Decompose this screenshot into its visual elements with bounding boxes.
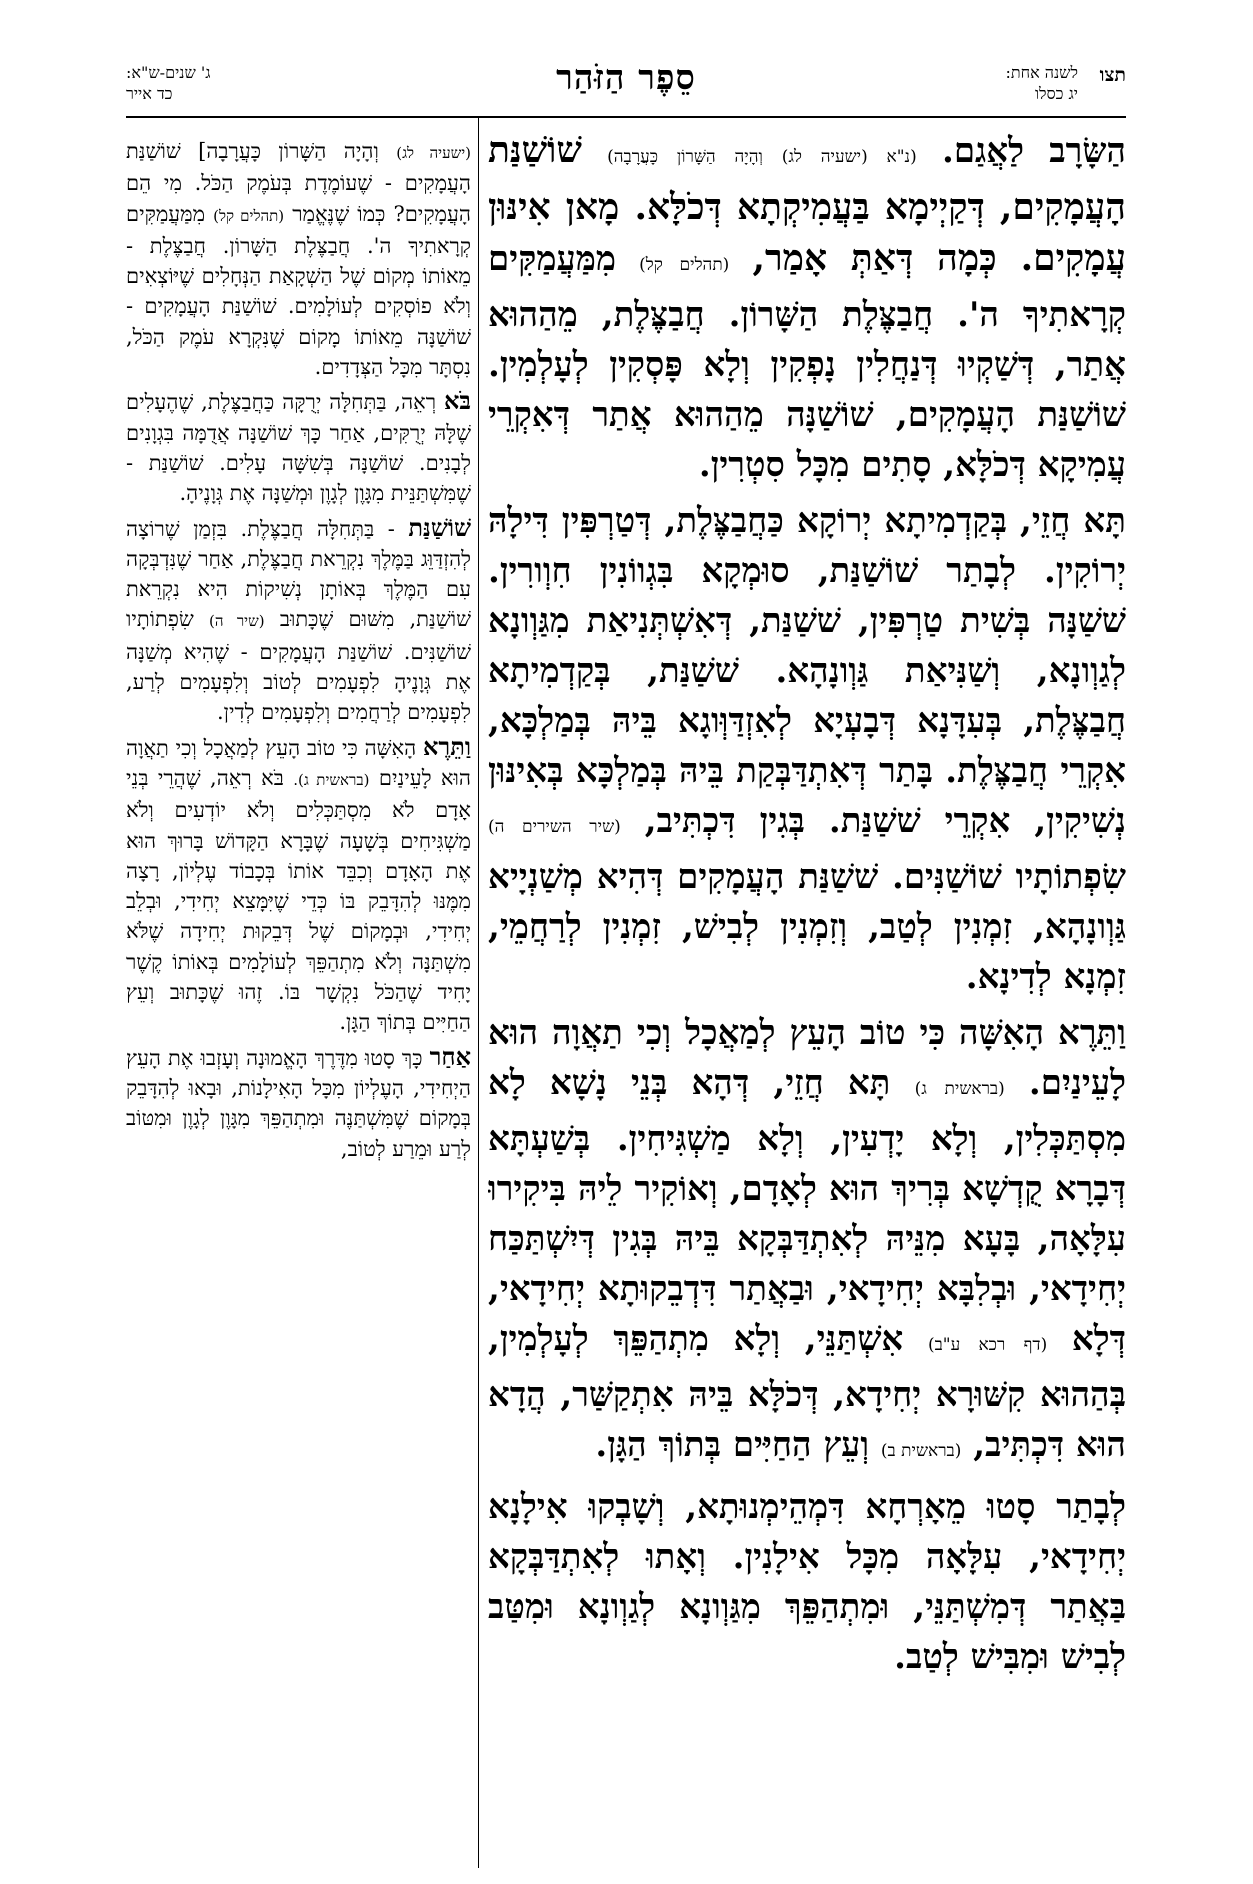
- opening-word: שׁוֹשַׁנַּת: [408, 512, 471, 542]
- side-paragraph: [126, 1042, 471, 1164]
- schedule-three-years-date: כד אייר: [126, 84, 173, 103]
- schedule-one-year-date: יג כסלו: [1034, 84, 1078, 103]
- main-text: תָּא חֲזֵי, בְּקַדְמִיתָא יְרוֹקָא כַּחֲבַצֶּלֶת, דְּטַרְפִּין דִּילָהּ יְרוֹקִין. לְבָתַר שׁוֹשַׁנַּת, סוּמְקָא בִּגְווֹנִין חִוְורִין. שׁשַׁנָּה בְּשִׁית טַרְפִּין, שׁשַׁנַּת, דְּאִשְׁתְּנִיאַת מִגַּוְונָא לְגַוְונָא, וְשַׁנִּיאַת גַּוְונָהָא. שׁשַׁנַּת, בְּקַדְמִיתָא חֲבַצֶּלֶת, בְּעִדָּנָא דְּבָעְיָא לְאִזְדַּוְּוגָא בֵּיהּ בְּמַלְכָּא, אִקְרֵי חֲבַצֶּלֶת. בָּתַר דְּאִתְדַּבְּקַת בֵּיהּ בְּמַלְכָּא בְּאִינּוּן נְשִׁיקִין, אִקְרֵי שׁשַׁנַּת. בְּגִין דִּכְתִּיב,: [488, 501, 1126, 841]
- main-text: אִשְׁתַּנֵּי, וְלָא מִתְהַפֵּךְ לְעָלְמִין, בְּהַהוּא קִשּׁוּרָא יְחִידָא, דְּכֹלָּא בֵּיהּ אִתְקַשַּׁר, הֲדָא הוּא דִּכְתִּיב,: [488, 1319, 1126, 1465]
- side-text: שִׂפְתוֹתָיו שׁוֹשַׁנִּים. שׁוֹשַׁנַּת הָעֲמָקִים - שֶׁהִיא מְשַׁנָּה אֶת גְּוָנֶיהָ לִפְעָמִים לְטוֹב וְלִפְעָמִים לְרַע, לִפְעָמִים לְרַחֲמִים וְלִפְעָמִים לְדִין.: [126, 607, 471, 725]
- main-paragraph: [488, 125, 1126, 490]
- source-reference: (תהלים קל): [639, 255, 730, 275]
- main-paragraph: [488, 1482, 1126, 1682]
- schedule-one-year: לשנה אחת:: [1005, 63, 1078, 82]
- page-number: תצו: [1099, 64, 1126, 86]
- main-text: וַתֵּרֶא הָאִשָּׁה כִּי טוֹב הָעֵץ לְמַאֲכָל וְכִי תַאֲוָה הוּא לָעֵינַיִם.: [488, 1013, 1126, 1103]
- main-paragraph: [488, 496, 1126, 1002]
- source-reference: (שיר השירים ה): [488, 817, 621, 837]
- schedule-three-years: ג' שנים-ש"א:: [126, 63, 211, 82]
- side-text: וְהָיָה הַשָּׁרוֹן כָּעֲרָבָה] שׁוֹשַׁנַּת הָעֲמָקִים - שֶׁעוֹמֶדֶת בְּעֹמֶק הַכֹּל. מִי הֵם הָעֲמָקִים? כְּמוֹ שֶׁנֶּאֱמַר: [126, 139, 471, 226]
- opening-word: בֹּא: [444, 386, 471, 416]
- side-column-translation: [126, 136, 471, 1871]
- page-header: [126, 58, 1126, 118]
- header-rule: [126, 116, 1126, 118]
- book-title: סֵפֶר הַזֹּהַר: [556, 58, 696, 98]
- opening-word: אַחַר: [429, 1041, 471, 1071]
- side-paragraph: [126, 136, 471, 382]
- side-text: בֹּא רְאֵה, שֶׁהֲרֵי בְּנֵי אָדָם לֹא מִסְתַּכְּלִים וְלֹא יוֹדְעִים וְלֹא מַשְׁגִּיחִים בְּשָׁעָה שֶׁבָּרָא הַקָּדוֹשׁ בָּרוּךְ הוּא אֶת הָאָדָם וְכִבֵּד אוֹתוֹ בְּכָבוֹד עֶלְיוֹן, רָצָה מִמֶּנּוּ לְהִדָּבֵק בּוֹ כְּדֵי שֶׁיִּמָּצֵא יְחִידִי, וּבְלֵב יְחִידִי, וּבְמָקוֹם שֶׁל דְּבֵקוּת יְחִידָה שֶׁלֹּא מִשְׁתַּנָּה וְלֹא מִתְהַפֵּךְ לְעוֹלָמִים בְּאוֹתוֹ קֶשֶׁר יָחִיד שֶׁהַכֹּל נִקְשָׁר בּוֹ. זֶהוּ שֶׁכָּתוּב וְעֵץ הַחַיִּים בְּתוֹךְ הַגָּן.: [126, 765, 471, 1035]
- main-text: שִׂפְתוֹתָיו שׁוֹשַׁנִּים. שׁשַׁנַּת הָעֲמָקִים דְּהִיא מְשַׁנְיָיא גַּוְונָהָא, זִמְנִין לְטַב, וְזִמְנִין לְבִישׁ, זִמְנִין לְרַחֲמֵי, זִמְנָא לְדִינָא.: [488, 857, 1126, 997]
- source-reference: (ישעיה לג): [396, 144, 471, 162]
- side-paragraph: [126, 513, 471, 728]
- main-text: וְעֵץ הַחַיִּים בְּתוֹךְ הַגָּן.: [595, 1425, 870, 1465]
- source-reference: (בראשית ב): [880, 1441, 962, 1461]
- side-text: מִמַּעֲמַקִּים קְרָאתִיךָ ה'. חֲבַצֶּלֶת הַשָּׁרוֹן. חֲבַצֶּלֶת - מֵאוֹתוֹ מְקוֹם שֶׁל הַשְׁקָאַת הַנְּחָלִים שֶׁיּוֹצְאִים וְלֹא פוֹסְקִים לְעוֹלָמִים. שׁוֹשַׁנַּת הָעֲמָקִים - שׁוֹשַׁנָּה מֵאוֹתוֹ מָקוֹם שֶׁנִּקְרָא עֹמֶק הַכֹּל, נִסְתָּר מִכָּל הַצְּדָדִים.: [126, 201, 471, 380]
- source-reference: (בראשית ג).: [293, 770, 370, 789]
- side-text: כָּךְ סָטוּ מִדֶּרֶךְ הָאֱמוּנָה וְעָזְבוּ אֶת הָעֵץ הַיְחִידִי, הָעֶלְיוֹן מִכָּל הָאִילָנוֹת, וּבָאוּ לְהִדָּבֵק בְּמָקוֹם שֶׁמִּשְׁתַּנֶּה וּמִתְהַפֵּךְ מִגָּוֶן לְגָוֶן וּמִטּוֹב לְרַע וּמֵרַע לְטוֹב,: [126, 1045, 471, 1161]
- side-paragraph: [126, 732, 471, 1038]
- page-reference: (דף רכא ע"ב): [927, 1335, 1048, 1355]
- source-reference: (בראשית ג): [914, 1079, 1005, 1099]
- source-reference: (נ"א (ישעיה לג) וְהָיָה הַשָּׁרוֹן כָּעֲרָבָה): [607, 147, 917, 167]
- main-column-aramaic: [488, 125, 1126, 1870]
- side-text: הָאִשָּׁה כִּי טוֹב הָעֵץ לְמַאֲכָל וְכִי תַאֲוָה הוּא לָעֵינַיִם: [126, 735, 471, 790]
- side-text: רְאֵה, בַּתְּחִלָּה יְרֻקָּה כַּחֲבַצֶּלֶת, שֶׁהֶעָלִים שֶׁלָּהּ יְרֻקִּים, אַחַר כָּךְ שׁוֹשַׁנָּה אֲדֻמָּה בִּגְוָנִים לְבָנִים. שׁוֹשַׁנָּה בְּשִׁשָּׁה עָלִים. שׁוֹשַׁנַּת - שֶׁמִּשְׁתַּנֵּית מִגָּוֶן לְגָוֶן וּמְשַׁנָּה אֶת גְּוָנֶיהָ.: [126, 390, 471, 506]
- column-divider: [478, 118, 479, 1868]
- opening-word: וַתֵּרֶא: [423, 731, 471, 761]
- main-text: הַשָּׂרָב לַאֲגַם.: [941, 131, 1126, 171]
- main-paragraph: [488, 1008, 1126, 1476]
- main-text: תָּא חֲזֵי, דְּהָא בְּנֵי נָשָׁא לָא מִסְתַּכְּלִין, וְלָא יָדְעִין, וְלָא מַשְׁגִּיחִין. בְּשַׁעְתָּא דְּבָרָא קֻדְשָׁא בְּרִיךְ הוּא לְאָדָם, וְאוֹקִיר לֵיהּ בִּיקִירוּ עִלָּאָה, בָּעָא מִנֵּיהּ לְאִתְדַּבְּקָא בֵּיהּ בְּגִין דְּיִשְׁתַּכַּח יְחִידָאי, וּבְלִבָּא יְחִידָאי, וּבַאֲתַר דִּדְבֵקוּתָא יְחִידָאי, דְּלָא: [488, 1063, 1126, 1359]
- main-text: שׁוֹשַׁנַּת הָעֲמָקִים, דְּקַיְימָא בַּעֲמִיקְתָא דְּכֹלָּא. מָאן אִינּוּן עֲמָקִים. כְּמָה דְּאַתְּ אָמַר,: [488, 129, 1126, 279]
- main-text: מִמַּעֲמַקִּים קְרָאתִיךָ ה'. חֲבַצֶּלֶת הַשָּׁרוֹן. חֲבַצֶּלֶת, מֵהַהוּא אֲתַר, דְּשַׁקְיוּ דְּנַחֲלִין נָפְקִין וְלָא פָּסְקִין לְעָלְמִין. שׁוֹשַׁנַּת הָעֲמָקִים, שׁוֹשַׁנָּה מֵהַהוּא אֲתַר דְּאִקְרֵי עֲמִיקָא דְּכֹלָּא, סָתִים מִכָּל סִטְרִין.: [488, 239, 1126, 485]
- header-left-schedule: [126, 62, 211, 104]
- source-reference: (תהלים קל): [213, 206, 285, 225]
- side-paragraph: [126, 386, 471, 508]
- main-text: לְבָתַר סָטוּ מֵאָרְחָא דִּמְהֵימְנוּתָא, וְשָׁבְקוּ אִילָנָא יְחִידָאי, עִלָּאָה מִכָּל אִילָנִין. וְאָתוּ לְאִתְדַּבְּקָא בַּאֲתַר דְּמִשְׁתַּנֵּי, וּמִתְהַפֵּךְ מִגַּוְונָא לְגַוְונָא וּמִטַּב לְבִישׁ וּמִבִּישׁ לְטַב.: [488, 1487, 1126, 1677]
- source-reference: (שיר ה): [209, 612, 265, 631]
- side-text: - בַּתְּחִלָּה חֲבַצֶּלֶת. בִּזְמַן שֶׁרוֹצָה לְהִזְדַּוֵּג בַּמֶּלֶךְ נִקְרֵאת חֲבַצֶּלֶת, אַחַר שֶׁנִּדְבְּקָה עִם הַמֶּלֶךְ בְּאוֹתָן נְשִׁיקוֹת הִיא נִקְרֵאת שׁוֹשַׁנַּת, מִשּׁוּם שֶׁכָּתוּב: [126, 516, 471, 632]
